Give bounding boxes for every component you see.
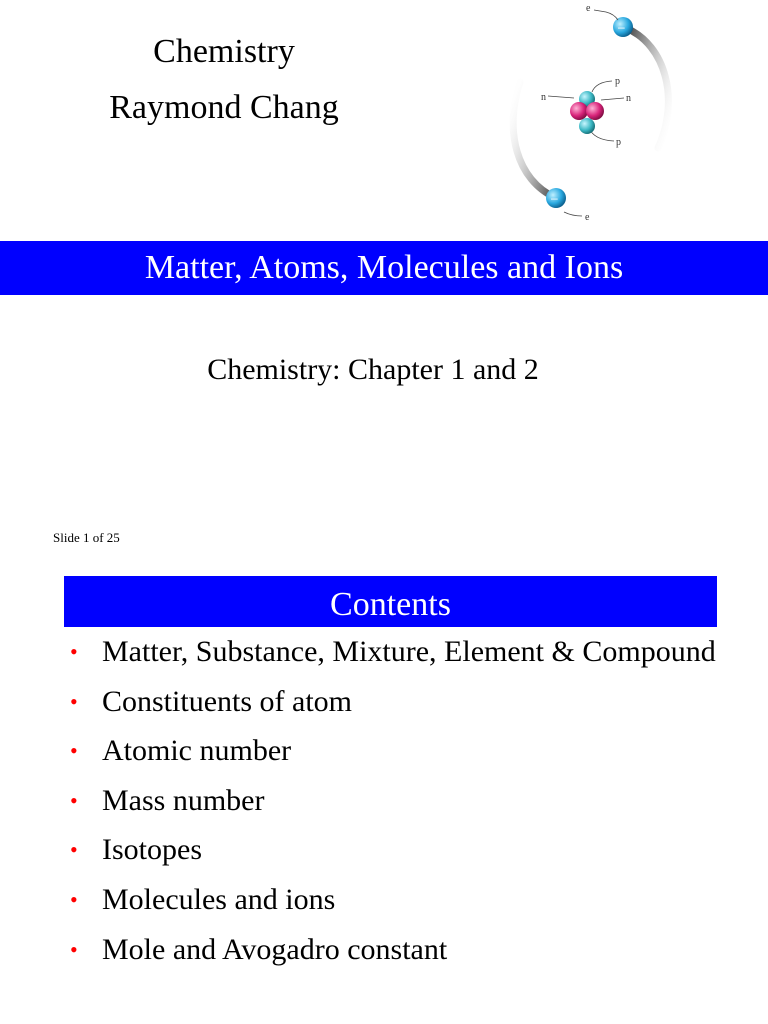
- label-electron-bottom: e: [585, 212, 590, 223]
- proton-left-icon: [570, 102, 588, 120]
- bullet-icon: •: [70, 936, 78, 962]
- svg-text:–: –: [618, 20, 625, 34]
- list-item-text: Mass number: [102, 783, 265, 817]
- label-neutron-left: n: [541, 92, 546, 103]
- bullet-icon: •: [70, 639, 78, 664]
- bullet-icon: •: [70, 688, 78, 714]
- list-item-text: Atomic number: [102, 734, 292, 768]
- bullet-icon: •: [70, 787, 78, 813]
- slide-number: Slide 1 of 25: [53, 530, 120, 545]
- list-item-text: Constituents of atom: [102, 684, 352, 718]
- bullet-icon: •: [70, 738, 78, 764]
- list-item-text: Molecules and ions: [102, 882, 336, 916]
- list-item: [70, 880, 720, 920]
- chapter-subtitle: Chemistry: Chapter 1 and 2: [207, 353, 539, 386]
- neutron-bottom-icon: [579, 118, 595, 134]
- contents-list: [70, 632, 720, 979]
- chapter-title-banner: Matter, Atoms, Molecules and Ions: [0, 241, 768, 295]
- list-item: [70, 781, 720, 821]
- book-author: Raymond Chang: [109, 89, 339, 126]
- electron-trail-bottom: [513, 82, 556, 198]
- contents-heading: Contents: [64, 576, 717, 627]
- electron-trail-top: [626, 28, 668, 148]
- list-item: [70, 830, 720, 870]
- list-item: [70, 731, 720, 771]
- list-item-text: Mole and Avogadro constant: [102, 932, 448, 966]
- proton-right-icon: [586, 102, 604, 120]
- list-item: [70, 930, 720, 970]
- svg-text:–: –: [551, 191, 558, 205]
- list-item: [70, 682, 720, 722]
- label-proton-top: p: [615, 76, 620, 87]
- atom-diagram: [498, 0, 678, 228]
- list-item: [70, 632, 720, 672]
- list-item-text: Isotopes: [102, 833, 202, 867]
- label-neutron-right: n: [626, 93, 631, 104]
- bullet-icon: •: [70, 837, 78, 863]
- book-subject: Chemistry: [153, 33, 295, 70]
- list-item-text: Matter, Substance, Mixture, Element & Compound: [102, 635, 716, 668]
- label-proton-bottom: p: [616, 137, 621, 148]
- bullet-icon: •: [70, 886, 78, 912]
- label-electron-top: e: [586, 3, 591, 14]
